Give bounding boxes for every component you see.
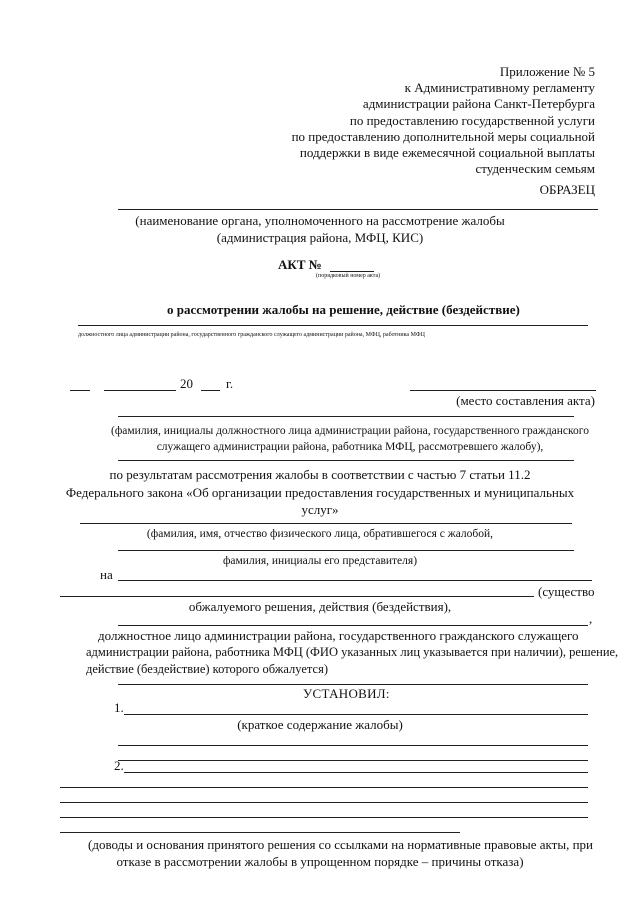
law-text-line: Федерального закона «Об организации предоставления государственных и муниципальных	[65, 484, 575, 500]
appendix-block	[292, 64, 595, 177]
reasons-caption-line-1: (доводы и основания принятого решения со ссылками на нормативные правовые акты, при	[88, 837, 593, 852]
summary-caption: (краткое содержание жалобы)	[237, 717, 403, 732]
act-number-line	[330, 271, 374, 272]
authority-caption-line: (наименование органа, уполномоченного на рассмотрение жалобы	[135, 213, 505, 228]
year-line	[201, 390, 220, 391]
on-label: на	[100, 567, 113, 582]
act-title: АКТ №	[278, 257, 322, 272]
appendix-line: по предоставлению государственной услуги	[349, 112, 595, 128]
law-text	[0, 466, 640, 519]
representative-caption: фамилия, инициалы его представителя)	[222, 555, 418, 567]
authority-caption	[0, 212, 640, 246]
complainant-line	[80, 523, 572, 524]
year-suffix: г.	[226, 376, 234, 391]
complainant-caption: (фамилия, имя, отчество физического лица, обратившегося с жалобой,	[146, 528, 494, 540]
official-text-line-3: действие (бездействие) которого обжалуется)	[86, 662, 328, 676]
year-prefix: 20	[180, 376, 193, 391]
item-1-number: 1.	[114, 700, 124, 715]
subject-heading: о рассмотрении жалобы на решение, действие (бездействие)	[167, 302, 520, 317]
place-line	[410, 390, 596, 391]
reasons-line-1	[60, 787, 588, 788]
act-number-caption: (порядковый номер акта)	[316, 273, 381, 279]
item-2-number: 2.	[114, 758, 124, 773]
comma: ,	[589, 611, 593, 626]
official-text-line-1: должностное лицо администрации района, государственного гражданского служащего	[98, 628, 579, 643]
place-caption: (место составления акта)	[456, 393, 595, 408]
essence-line	[60, 596, 534, 597]
appendix-line: поддержки в виде ежемесячной социальной выплаты	[299, 145, 595, 161]
on-line	[118, 580, 592, 581]
official-line	[78, 325, 588, 326]
established-heading: УСТАНОВИЛ:	[303, 686, 390, 701]
law-text-line: по результатам рассмотрения жалобы в соответствии с частью 7 статьи 11.2	[109, 467, 531, 482]
reasons-line-3	[60, 817, 588, 818]
sample-label: ОБРАЗЕЦ	[539, 182, 595, 197]
reviewer-caption-line: служащего администрации района, работника МФЦ, рассмотревшего жалобу),	[156, 441, 544, 453]
appendix-line: Приложение № 5	[499, 64, 595, 79]
appendix-line: к Административному регламенту	[404, 80, 595, 96]
day-line	[70, 390, 90, 391]
reasons-line-2	[60, 802, 588, 803]
appendix-line: студенческим семьям	[475, 161, 595, 177]
appendix-line: по предоставлению дополнительной меры социальной	[291, 128, 595, 144]
reasons-line-4	[60, 832, 460, 833]
official-name-line	[118, 625, 588, 626]
reviewer-line-2	[118, 460, 574, 461]
month-line	[104, 390, 176, 391]
official-text-line-2: администрации района, работника МФЦ (ФИО указанных лиц указывается при наличии), решение,	[86, 645, 619, 659]
item-1-line	[124, 714, 588, 715]
essence-label: (существо	[538, 584, 595, 599]
summary-line-1	[118, 745, 588, 746]
appendix-line: администрации района Санкт-Петербурга	[362, 96, 595, 112]
reviewer-caption-line: (фамилия, инициалы должностного лица администрации района, государственного гражданского	[111, 425, 589, 437]
decision-line	[118, 684, 588, 685]
essence-caption: обжалуемого решения, действия (бездействия),	[188, 599, 452, 614]
item-2-line	[124, 772, 588, 773]
authority-line	[118, 209, 598, 210]
authority-caption-line: (администрация района, МФЦ, КИС)	[216, 230, 424, 245]
reviewer-line	[118, 416, 574, 417]
reasons-caption-line-2: отказе в рассмотрении жалобы в упрощенном порядке – причины отказа)	[116, 854, 524, 869]
official-caption: должностного лица администрации района, государственного гражданского служащего администрации района, МФЦ, работника МФЦ	[78, 332, 425, 338]
law-text-line: услуг»	[301, 502, 339, 517]
summary-line-2	[118, 760, 588, 761]
representative-line	[118, 550, 574, 551]
reviewer-caption	[0, 423, 640, 455]
